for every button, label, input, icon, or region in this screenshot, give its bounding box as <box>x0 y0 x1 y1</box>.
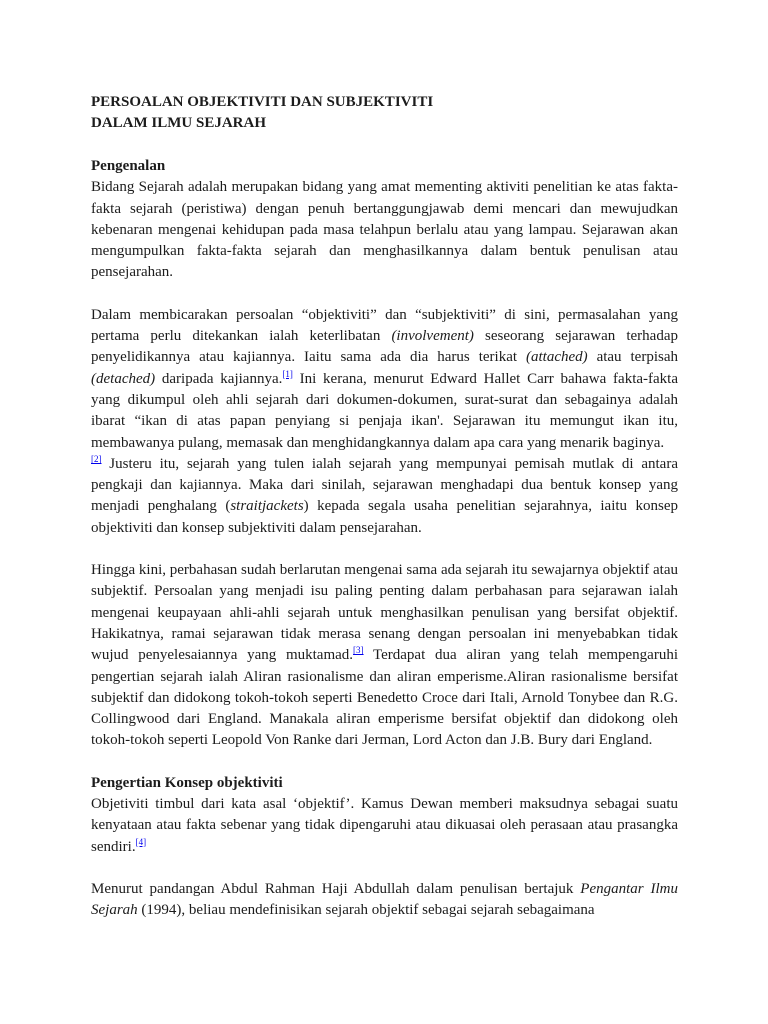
text-run: seseorang sejarawan terhadap penyelidikannya atau kajiannya. Iaitu sama ada dia harus terikat <box>91 328 678 366</box>
text-run: Objetiviti timbul dari kata asal ‘objektif’. Kamus Dewan memberi maksudnya sebagai suatu kenyataan atau fakta sebenar yang tidak dipengaruhi atau dikuasai oleh perasaan atau prasangka sendiri. <box>91 796 678 855</box>
text-run: Justeru itu, sejarah yang tulen ialah sejarah yang mempunyai pemisah mutlak di antara pengkaji dan kajiannya. Maka dari sinilah, sejarawan menghadapi dua bentuk konsep yang menjadi penghalang ( <box>91 455 678 515</box>
section-heading-pengenalan: Pengenalan <box>91 158 166 174</box>
text-run: Dalam membicarakan persoalan “objektiviti” dan “subjektiviti” di sini, permasalahan yang pertama perlu ditekankan ialah keterlibatan <box>91 306 678 345</box>
paragraph-abdul-rahman <box>91 879 678 922</box>
paragraph-debate <box>91 560 678 752</box>
document-page <box>91 92 678 922</box>
footnote-link-3[interactable]: [3] <box>353 645 364 656</box>
footnote-link-2[interactable]: [2] <box>91 453 102 464</box>
footnote-link-1[interactable]: [1] <box>282 368 293 379</box>
italic-term: (involvement) <box>391 328 474 345</box>
italic-term: (detached) <box>91 370 156 387</box>
title-line-1: PERSOALAN OBJEKTIVITI DAN SUBJEKTIVITI <box>91 94 434 110</box>
text-run: Hingga kini, perbahasan sudah berlarutan mengenai sama ada sejarah itu sewajarnya objektif atau subjektif. Persoalan yang menjadi isu paling penting dalam perbahasan para sejarawan ialah mengenai keupayaan ahli-ahli sejarah untuk menghasilkan penulisan yang bersifat objektif. Hakikatnya, ramai sejarawan tidak merasa senang dengan persoalan ini menyebabkan tidak wujud penyelesaiannya yang muktamad. <box>91 562 678 664</box>
text-run: (1994), beliau mendefinisikan sejarah objektif sebagai sejarah sebagaimana <box>137 902 595 919</box>
text-run: Ini kerana, menurut Edward Hallet Carr bahawa fakta-fakta yang dikumpul oleh ahli sejarah dari dokumen-dokumen, surat-surat dan sebagainya adalah ibarat “ikan di atas papan penyiang si penjaja ikan'. Sejarawan itu memungut ikan itu, membawanya pulang, memasak dan menghidangkannya dalam apa cara yang menarik baginya. <box>91 370 678 451</box>
text-run: ) kepada segala usaha penelitian sejarahnya, iaitu konsep objektiviti dan konsep subjektiviti dalam pensejarahan. <box>91 498 678 536</box>
document-title <box>91 92 678 134</box>
book-title: Pengantar Ilmu Sejarah <box>91 880 678 919</box>
text-run: atau terpisah <box>587 349 678 366</box>
text-run: Menurut pandangan Abdul Rahman Haji Abdullah dalam penulisan bertajuk <box>91 880 581 897</box>
text-run: Terdapat dua aliran yang telah mempengaruhi pengertian sejarah ialah Aliran rasionalisme dan aliran emperisme.Aliran rasionalisme bersifat subjektif dan didokong tokoh-tokoh seperti Benedetto Croce dari Itali, Arnold Tonybee dan R.G. Collingwood dari England. Manakala aliran emperisme bersifat objektif dan didokong oleh tokoh-tokoh seperti Leopold Von Ranke dari Jerman, Lord Acton dan J.B. Bury dari England. <box>91 647 678 749</box>
paragraph-intro: Bidang Sejarah adalah merupakan bidang yang amat mementing aktiviti penelitian ke atas fakta-fakta sejarah (peristiwa) dengan penuh bertanggungjawab demi mencari dan mewujudkan kebenaran mengenai kehidupan pada masa telahpun berlalu atau yang lampau. Sejarawan akan mengumpulkan fakta-fakta sejarah dan menghasilkannya dalam bentuk penulisan atau pensejarahan. <box>91 179 678 281</box>
italic-term: straitjackets <box>230 498 304 515</box>
section-heading-objektiviti: Pengertian Konsep objektiviti <box>91 774 283 791</box>
footnote-link-4[interactable]: [4] <box>135 836 147 847</box>
text-run: daripada kajiannya. <box>155 370 283 387</box>
paragraph-involvement <box>91 305 678 539</box>
paragraph-definition <box>91 794 678 858</box>
title-line-2: DALAM ILMU SEJARAH <box>91 115 267 131</box>
italic-term: (attached) <box>525 349 588 366</box>
